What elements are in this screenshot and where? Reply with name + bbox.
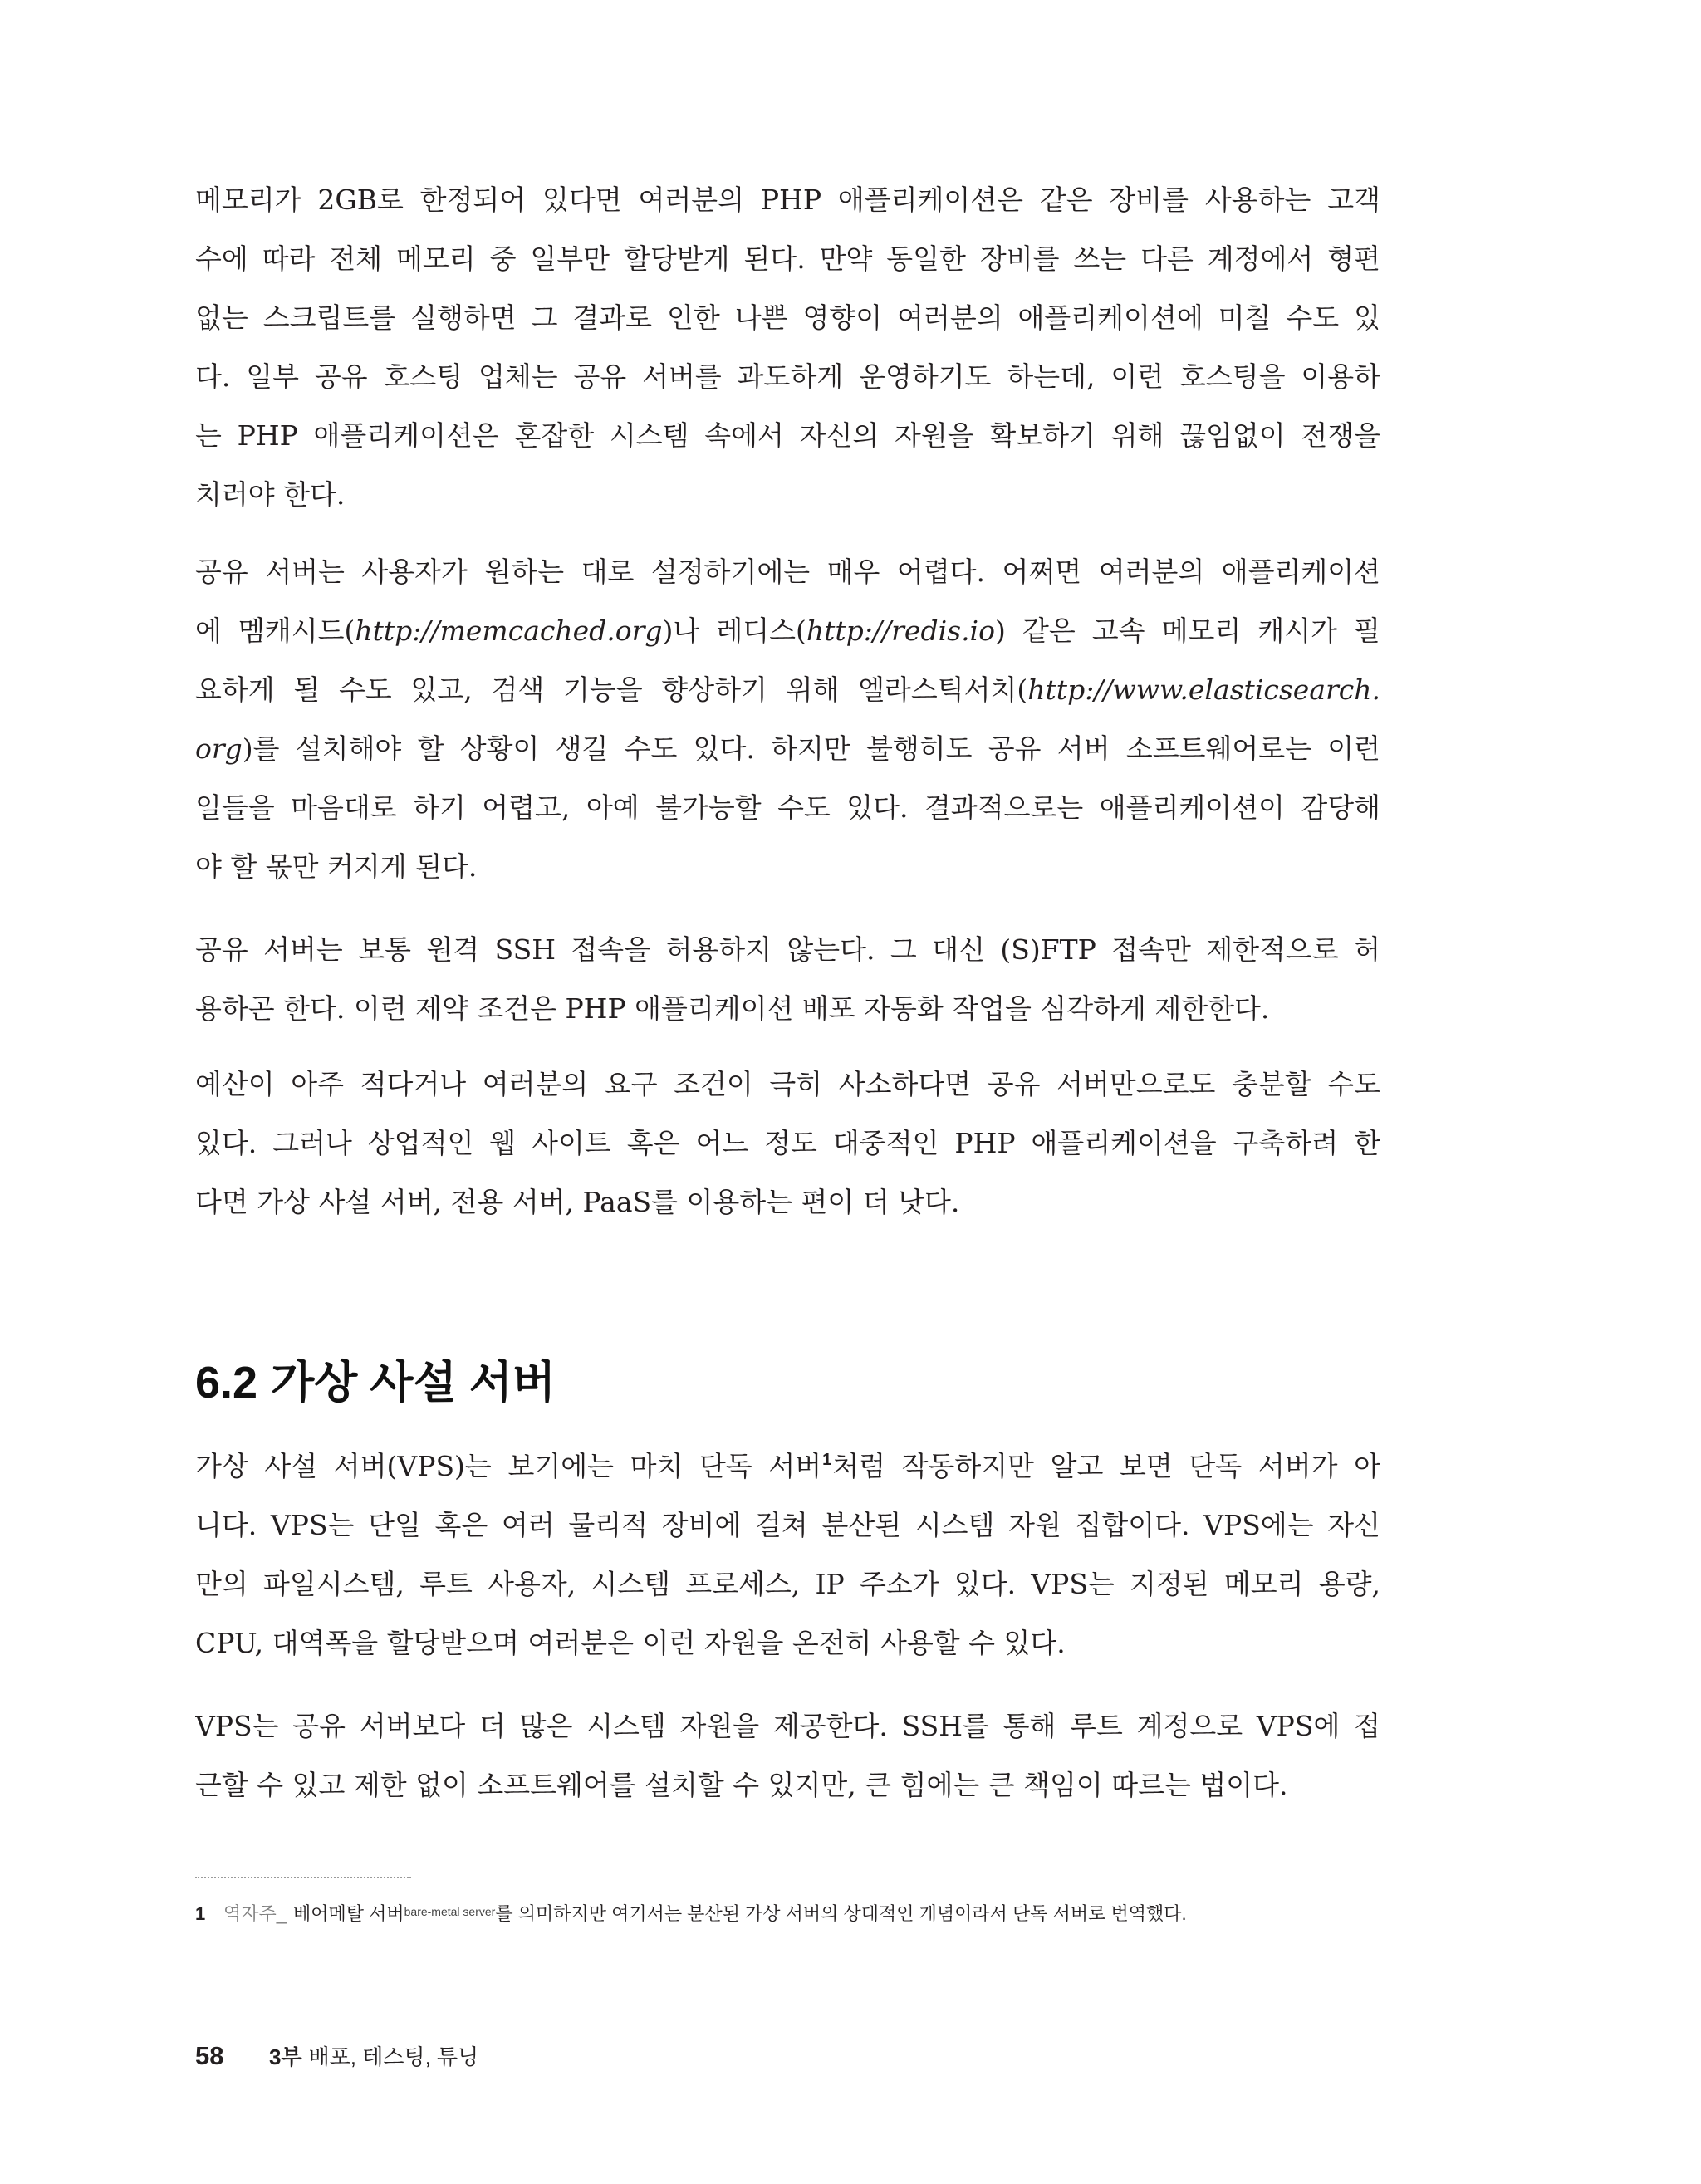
text-line: 공유 서버는 사용자가 원하는 대로 설정하기에는 매우 어렵다. 어쩌면 여러분의 애플리케이션 [195, 556, 1380, 588]
text-line: 수에 따라 전체 메모리 중 일부만 할당받게 된다. 만약 동일한 장비를 쓰는 다른 계정에서 형편 [195, 242, 1380, 275]
section-title: 가상 사설 서버 [271, 1358, 556, 1408]
text-line: VPS는 공유 서버보다 더 많은 시스템 자원을 제공한다. SSH를 통해 루트 계정으로 VPS에 접 [195, 1710, 1380, 1742]
text-line: 는 PHP 애플리케이션은 혼잡한 시스템 속에서 자신의 자원을 확보하기 위해 끊임없이 전쟁을 [195, 419, 1380, 452]
section-paragraph-vps-resources [195, 1697, 1380, 1814]
section-number: 6.2 [195, 1358, 258, 1408]
text-segment: 가상 사설 서버(VPS)는 보기에는 마치 단독 서버 [195, 1450, 822, 1482]
text-line: 니다. VPS는 단일 혹은 여러 물리적 장비에 걸쳐 분산된 시스템 자원 집합이다. VPS에는 자신 [195, 1509, 1380, 1541]
part-title: 배포, 테스팅, 튜닝 [308, 2044, 479, 2069]
text-line [195, 601, 1380, 660]
footnote-original-term: bare-metal server [404, 1905, 496, 1918]
body-paragraph-budget [195, 1055, 1380, 1232]
text-line: 메모리가 2GB로 한정되어 있다면 여러분의 PHP 애플리케이션은 같은 장비를 사용하는 고객 [195, 184, 1380, 216]
footnote [195, 1902, 1380, 1927]
footnote-divider [195, 1877, 411, 1878]
text-segment: 요하게 될 수도 있고, 검색 기능을 향상하기 위해 엘라스틱서치( [195, 673, 1028, 706]
page-number: 58 [195, 2041, 224, 2070]
body-paragraph-ssh-access [195, 920, 1380, 1038]
text-segment: )를 설치해야 할 상황이 생길 수도 있다. 하지만 불행히도 공유 서버 소프트웨어로는 이런 [242, 732, 1380, 765]
text-segment: 처럼 작동하지만 알고 보면 단독 서버가 아 [832, 1450, 1380, 1482]
memcached-url: http://memcached.org [355, 615, 663, 647]
footnote-number: 1 [195, 1903, 206, 1924]
text-line: 용하곤 한다. 이런 제약 조건은 PHP 애플리케이션 배포 자동화 작업을 심각하게 제한한다. [195, 992, 1270, 1025]
elasticsearch-url-continued: org [195, 732, 243, 765]
footnote-reference: 1 [822, 1451, 832, 1469]
elasticsearch-url: http://www.elasticsearch. [1027, 673, 1380, 706]
footnote-text: 베어메탈 서버 [293, 1903, 404, 1924]
text-segment: )나 레디스( [662, 615, 806, 647]
text-line: 예산이 아주 적다거나 여러분의 요구 조건이 극히 사소하다면 공유 서버만으로도 충분할 수도 [195, 1068, 1380, 1100]
text-line: 야 할 몫만 커지게 된다. [195, 850, 478, 883]
text-line [195, 1437, 1380, 1496]
footnote-text: 를 의미하지만 여기서는 분산된 가상 서버의 상대적인 개념이라서 단독 서버로 번역했다. [495, 1903, 1187, 1924]
text-line: 없는 스크립트를 실행하면 그 결과로 인한 나쁜 영향이 여러분의 애플리케이션에 미칠 수도 있 [195, 301, 1380, 334]
text-line [195, 660, 1380, 719]
footnote-label: 역자주_ [223, 1903, 287, 1924]
text-line: 근할 수 있고 제한 없이 소프트웨어를 설치할 수 있지만, 큰 힘에는 큰 책임이 따르는 법이다. [195, 1769, 1288, 1801]
text-line: 만의 파일시스템, 루트 사용자, 시스템 프로세스, IP 주소가 있다. VPS는 지정된 메모리 용량, [195, 1568, 1380, 1600]
page-footer [195, 2040, 478, 2078]
text-line: 일들을 마음대로 하기 어렵고, 아예 불가능할 수도 있다. 결과적으로는 애플리케이션이 감당해 [195, 791, 1380, 824]
text-line: 다면 가상 사설 서버, 전용 서버, PaaS를 이용하는 편이 더 낫다. [195, 1186, 960, 1218]
body-paragraph-configuration [195, 542, 1380, 896]
part-number: 3부 [269, 2044, 302, 2069]
text-line: 치러야 한다. [195, 478, 346, 511]
text-line [195, 719, 1380, 778]
text-line: 다. 일부 공유 호스팅 업체는 공유 서버를 과도하게 운영하기도 하는데, 이런 호스팅을 이용하 [195, 360, 1380, 393]
redis-url: http://redis.io [806, 615, 995, 647]
section-paragraph-vps-definition [195, 1437, 1380, 1672]
text-line: 공유 서버는 보통 원격 SSH 접속을 허용하지 않는다. 그 대신 (S)FTP 접속만 제한적으로 허 [195, 933, 1380, 966]
text-line: 있다. 그러나 상업적인 웹 사이트 혹은 어느 정도 대중적인 PHP 애플리케이션을 구축하려 한 [195, 1127, 1380, 1159]
text-segment: 에 멤캐시드( [195, 615, 355, 647]
section-heading [195, 1355, 556, 1410]
body-paragraph-memory-limit [195, 170, 1380, 524]
text-line: CPU, 대역폭을 할당받으며 여러분은 이런 자원을 온전히 사용할 수 있다. [195, 1627, 1066, 1659]
text-segment: ) 같은 고속 메모리 캐시가 필 [994, 615, 1380, 647]
